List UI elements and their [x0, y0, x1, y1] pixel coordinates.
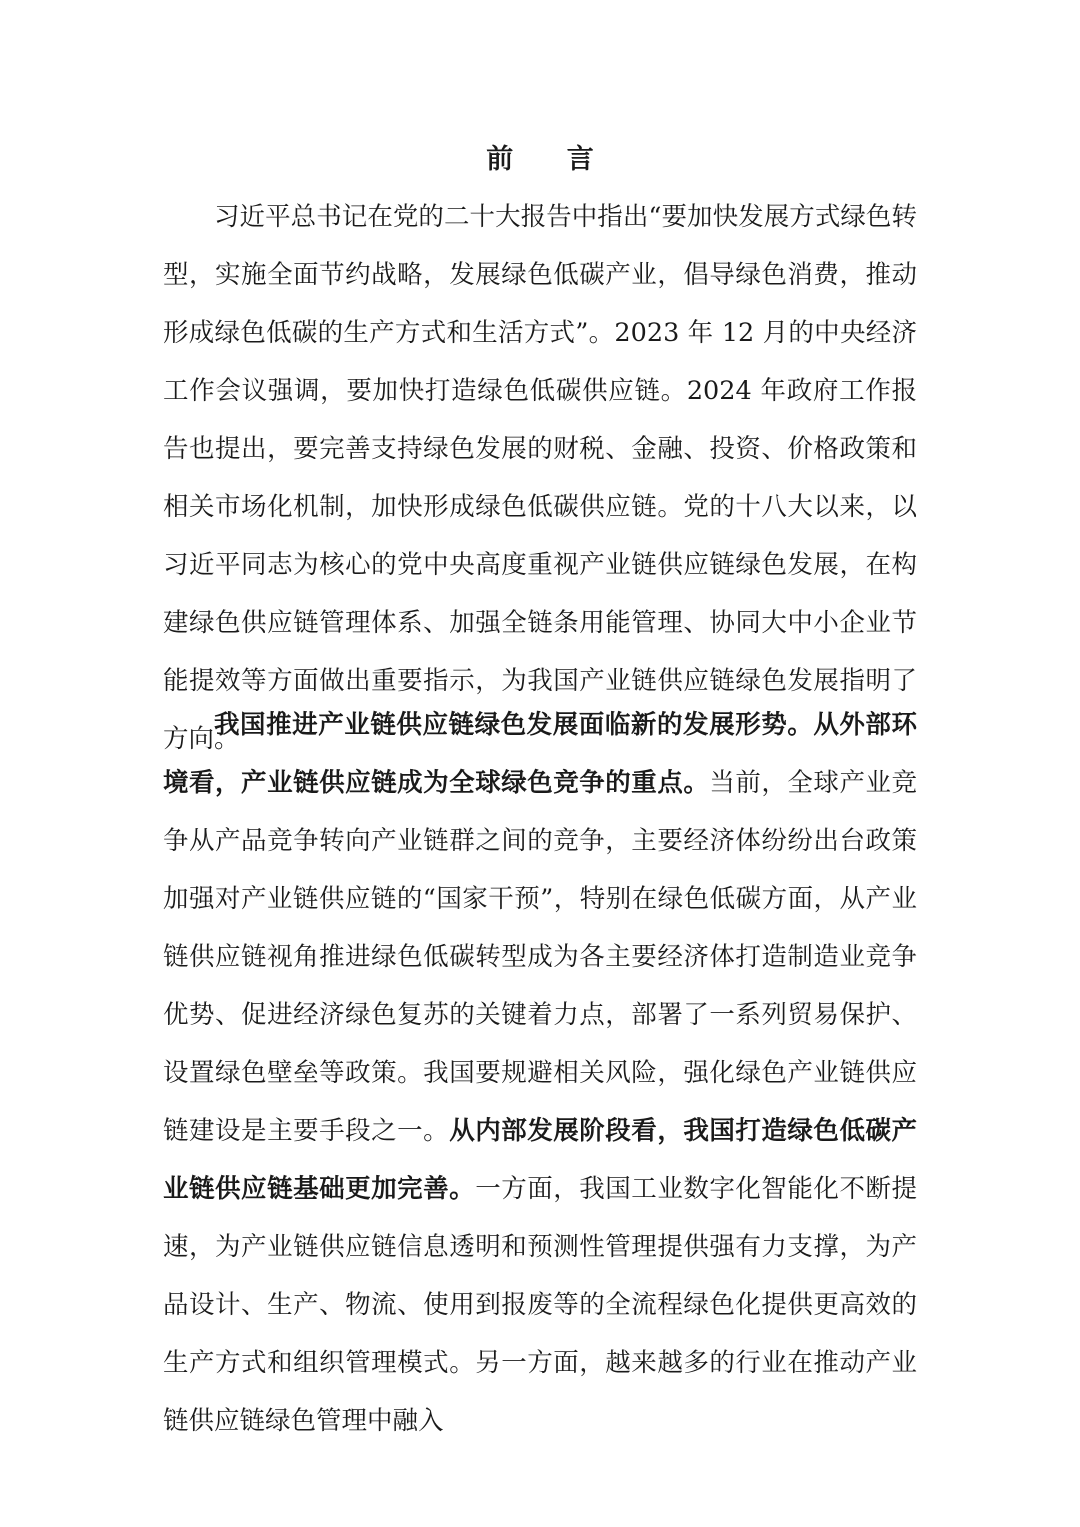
paragraph-segment: 习近平总书记在党的二十大报告中指出“要加快发展方式绿色转型，实施全面节约战略，发展绿色低碳产业，倡导绿色消费，推动形成绿色低碳的生产方式和生活方式”。2023 年 12 月的中央经济工作会议强调，要加快打造绿色低碳供应链。2024 年政府工作报告也提出，要完善支持绿色发展的财税、金融、投资、价格政策和相关市场化机制，加快形成绿色低碳供应链。党的十八大以来，以习近平同志为核心的党中央高度重视产业链供应链绿色发展，在构建绿色供应链管理体系、加强全链条用能管理、协同大中小企业节能提效等方面做出重要指示，为我国产业链供应链绿色发展指明了方向。 [163, 202, 917, 754]
paragraph-2 [163, 696, 917, 1450]
paragraph-text [163, 188, 917, 768]
bold-heading-segment: 从内部发展阶段看，我国打造绿色低碳产业链供应链基础更加完善。 [163, 1116, 917, 1204]
bold-heading-segment: 我国推进产业链供应链绿色发展面临新的发展形势。从外部环境看，产业链供应链成为全球绿色竞争的重点。 [163, 710, 917, 798]
paragraph-text [163, 696, 917, 1450]
page-title: 前 言 [486, 144, 616, 175]
paragraph-1 [163, 188, 917, 768]
paragraph-segment: 一方面，我国工业数字化智能化不断提速，为产业链供应链信息透明和预测性管理提供强有力支撑，为产品设计、生产、物流、使用到报废等的全流程绿色化提供更高效的生产方式和组织管理模式。另一方面，越来越多的行业在推动产业链供应链绿色管理中融入 [163, 1174, 917, 1436]
paragraph-segment: 当前，全球产业竞争从产品竞争转向产业链群之间的竞争，主要经济体纷纷出台政策加强对产业链供应链的“国家干预”，特别在绿色低碳方面，从产业链供应链视角推进绿色低碳转型成为各主要经济体打造制造业竞争优势、促进经济绿色复苏的关键着力点，部署了一系列贸易保护、设置绿色壁垒等政策。我国要规避相关风险，强化绿色产业链供应链建设是主要手段之一。 [163, 768, 917, 1146]
